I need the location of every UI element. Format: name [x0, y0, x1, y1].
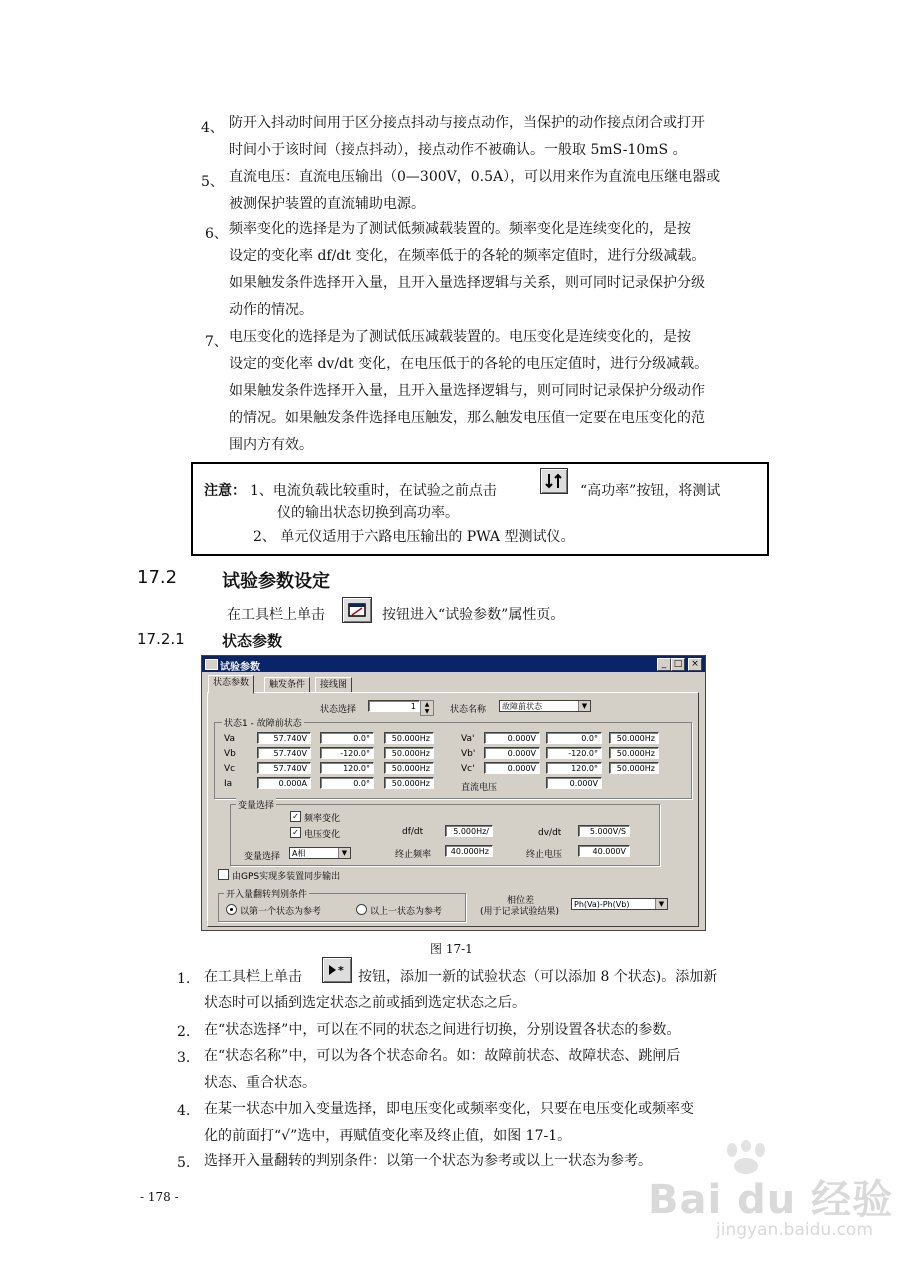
- dialog-title: 试验参数: [220, 662, 260, 673]
- figure-caption: 图 17-1: [430, 942, 473, 956]
- va-label: Va: [224, 734, 235, 744]
- phase-combo[interactable]: [571, 898, 668, 910]
- note-line-1b: “高功率”按钮，将测试: [580, 483, 721, 499]
- step-number: 1.: [177, 971, 191, 987]
- vc-magnitude[interactable]: 57.740V: [257, 762, 311, 774]
- end-freq-label: 终止频率: [395, 850, 432, 860]
- vb-magnitude[interactable]: 57.740V: [257, 747, 311, 759]
- vc2-magnitude[interactable]: 0.000V: [484, 762, 540, 774]
- svg-text:*: *: [338, 964, 344, 977]
- vc-frequency[interactable]: 50.000Hz: [384, 762, 434, 774]
- variable-group-title: 变量选择: [236, 798, 276, 811]
- page-number: - 178 -: [140, 1190, 179, 1204]
- arrows-icon: [544, 472, 564, 490]
- step-1-line-2: 状态时可以插到选定状态之前或插到选定状态之后。: [204, 995, 526, 1011]
- item-number: 5、: [201, 174, 224, 190]
- subsection-title: 状态参数: [222, 632, 283, 650]
- item-line: 防开入抖动时间用于区分接点抖动与接点动作，当保护的动作接点闭合或打开: [229, 115, 705, 131]
- state-spinner[interactable]: ▲ ▼: [420, 700, 434, 716]
- step-line: 化的前面打“√”选中，再赋值变化率及终止值，如图 17-1。: [204, 1128, 572, 1144]
- state-group-title: 状态1 - 故障前状态: [222, 716, 304, 729]
- item-line: 频率变化的选择是为了测试低频减载装置的。频率变化是连续变化的，是按: [229, 221, 691, 237]
- vc2-label: Vc': [461, 764, 475, 774]
- va-angle[interactable]: 0.0°: [320, 732, 374, 744]
- arrow-star-icon: [327, 963, 347, 977]
- volt-change-label: 电压变化: [304, 830, 341, 840]
- test-params-toolbar-button[interactable]: [342, 597, 372, 623]
- section-number: 17.2: [137, 567, 178, 588]
- item-line: 围内方有效。: [229, 437, 313, 453]
- dc-voltage-label: 直流电压: [461, 783, 498, 793]
- step-line: 状态、重合状态。: [204, 1075, 316, 1091]
- var-select-combo[interactable]: [289, 847, 351, 859]
- chevron-down-icon[interactable]: ▼: [338, 848, 350, 858]
- dc-voltage-input[interactable]: 0.000V: [546, 777, 602, 789]
- volt-change-checkbox[interactable]: ✓: [290, 827, 301, 838]
- window-params-icon: [347, 602, 367, 618]
- step-number: 2.: [177, 1024, 191, 1040]
- state-select-input[interactable]: 1: [368, 700, 420, 712]
- dvdt-input[interactable]: 5.000V/S: [578, 825, 630, 837]
- tab-state-params[interactable]: 状态参数: [208, 675, 254, 694]
- step-1-text-a: 在工具栏上单击: [204, 969, 302, 985]
- add-state-button[interactable]: [322, 957, 352, 983]
- item-line: 动作的情况。: [229, 302, 313, 318]
- va2-magnitude[interactable]: 0.000V: [484, 732, 540, 744]
- gps-label: 由GPS实现多装置同步输出: [232, 872, 341, 882]
- vb-label: Vb: [224, 749, 236, 759]
- vc2-angle[interactable]: 120.0°: [546, 762, 602, 774]
- vc-angle[interactable]: 120.0°: [320, 762, 374, 774]
- end-volt-label: 终止电压: [526, 850, 563, 860]
- ia-magnitude[interactable]: 0.000A: [257, 777, 311, 789]
- vb2-frequency[interactable]: 50.000Hz: [609, 747, 659, 759]
- step-line: 在“状态选择”中，可以在不同的状态之间进行切换，分别设置各状态的参数。: [204, 1022, 681, 1038]
- section-title: 试验参数设定: [222, 571, 330, 592]
- item-line: 如果触发条件选择开入量，且开入量选择逻辑与，则可同时记录保护分级动作: [229, 383, 705, 399]
- subsection-number: 17.2.1: [137, 630, 185, 648]
- chevron-down-icon[interactable]: ▼: [578, 701, 590, 711]
- phase-sublabel: (用于记录试验结果): [480, 907, 560, 917]
- vb2-angle[interactable]: -120.0°: [546, 747, 602, 759]
- paw-icon: [718, 1140, 778, 1174]
- va-magnitude[interactable]: 57.740V: [257, 732, 311, 744]
- vb-frequency[interactable]: 50.000Hz: [384, 747, 434, 759]
- ia-frequency[interactable]: 50.000Hz: [384, 777, 434, 789]
- step-line: 选择开入量翻转的判别条件：以第一个状态为参考或以上一状态为参考。: [204, 1153, 652, 1169]
- dialog-titlebar: [202, 656, 705, 672]
- var-select-label: 变量选择: [244, 852, 281, 862]
- close-button[interactable]: ×: [688, 658, 702, 671]
- item-line: 如果触发条件选择开入量，且开入量选择逻辑与关系，则可同时记录保护分级: [229, 275, 705, 291]
- vc2-frequency[interactable]: 50.000Hz: [609, 762, 659, 774]
- va2-frequency[interactable]: 50.000Hz: [609, 732, 659, 744]
- dfdt-label: df/dt: [402, 827, 424, 837]
- item-number: 4、: [201, 120, 224, 136]
- step-line: 在某一状态中加入变量选择，即电压变化或频率变化，只要在电压变化或频率变: [204, 1101, 694, 1117]
- item-line: 被测保护装置的直流辅助电源。: [229, 196, 425, 212]
- vc-label: Vc: [224, 764, 236, 774]
- chevron-down-icon[interactable]: ▼: [655, 899, 667, 909]
- var-select-value: A相: [292, 849, 306, 858]
- step-number: 5.: [177, 1155, 191, 1171]
- radio-prev-state-label: 以上一状态为参考: [370, 907, 443, 917]
- step-line: 在“状态名称”中，可以为各个状态命名。如：故障前状态、故障状态、跳闸后: [204, 1048, 681, 1064]
- step-number: 3.: [177, 1050, 191, 1066]
- state-name-combo[interactable]: [499, 700, 591, 712]
- item-line: 的情况。如果触发条件选择电压触发，那么触发电压值一定要在电压变化的范: [229, 410, 705, 426]
- dvdt-label: dv/dt: [538, 828, 562, 838]
- note-label: 注意：: [204, 483, 246, 499]
- ia-label: Ia: [224, 779, 233, 789]
- high-power-icon[interactable]: [540, 468, 568, 494]
- note-line-2: 仪的输出状态切换到高功率。: [277, 505, 459, 521]
- radio-first-state-label: 以第一个状态为参考: [240, 907, 322, 917]
- phase-label: 相位差: [507, 896, 535, 906]
- note-line-1a: 1、电流负载比较重时，在试验之前点击: [250, 483, 497, 499]
- item-number: 6、: [205, 226, 228, 242]
- item-line: 设定的变化率 df/dt 变化，在频率低于的各轮的频率定值时，进行分级减载。: [229, 248, 706, 264]
- step-1-text-b: 按钮，添加一新的试验状态（可以添加 8 个状态)。添加新: [358, 969, 718, 985]
- va-frequency[interactable]: 50.000Hz: [384, 732, 434, 744]
- section-text-b: 按钮进入“试验参数”属性页。: [382, 607, 565, 623]
- ia-angle[interactable]: 0.0°: [320, 777, 374, 789]
- va2-angle[interactable]: 0.0°: [546, 732, 602, 744]
- state-name-label: 状态名称: [450, 705, 487, 715]
- dfdt-input[interactable]: 5.000Hz/: [445, 825, 493, 837]
- minimize-button[interactable]: _: [657, 658, 671, 671]
- item-line: 时间小于该时间（接点抖动），接点动作不被确认。一般取 5mS-10mS 。: [229, 142, 687, 158]
- gps-checkbox[interactable]: [218, 869, 229, 880]
- section-text-a: 在工具栏上单击: [227, 607, 325, 623]
- watermark-brand: Bai du 经验: [648, 1177, 894, 1223]
- item-line: 直流电压：直流电压输出（0—300V，0.5A），可以用来作为直流电压继电器或: [229, 169, 721, 185]
- item-line: 设定的变化率 dv/dt 变化，在电压低于的各轮的电压定值时，进行分级减载。: [229, 356, 709, 372]
- freq-change-checkbox[interactable]: ✓: [290, 811, 301, 822]
- tab-wiring[interactable]: 接线图: [315, 677, 352, 693]
- window-icon: [205, 659, 218, 670]
- step-number: 4.: [177, 1103, 191, 1119]
- end-volt-input[interactable]: 40.000V: [578, 845, 630, 857]
- note-line-3: 2、 单元仪适用于六路电压输出的 PWA 型测试仪。: [253, 529, 575, 545]
- state-select-label: 状态选择: [320, 705, 357, 715]
- end-freq-input[interactable]: 40.000Hz: [445, 845, 493, 857]
- tab-trigger[interactable]: 触发条件: [264, 677, 310, 693]
- vb2-magnitude[interactable]: 0.000V: [484, 747, 540, 759]
- vb2-label: Vb': [461, 749, 476, 759]
- maximize-button[interactable]: □: [671, 658, 685, 671]
- phase-value: Ph(Va)-Ph(Vb): [574, 900, 630, 909]
- state-name-value: 故障前状态: [502, 702, 542, 711]
- freq-change-label: 频率变化: [304, 814, 341, 824]
- va2-label: Va': [461, 734, 475, 744]
- vb-angle[interactable]: -120.0°: [320, 747, 374, 759]
- test-params-dialog: [201, 655, 706, 931]
- radio-prev-state[interactable]: [356, 904, 367, 915]
- item-line: 电压变化的选择是为了测试低压减载装置的。电压变化是连续变化的，是按: [229, 329, 691, 345]
- watermark-url: jingyan.baidu.com: [716, 1220, 873, 1240]
- radio-first-state[interactable]: [226, 904, 237, 915]
- judge-group-title: 开入量翻转判别条件: [224, 887, 309, 900]
- item-number: 7、: [205, 334, 228, 350]
